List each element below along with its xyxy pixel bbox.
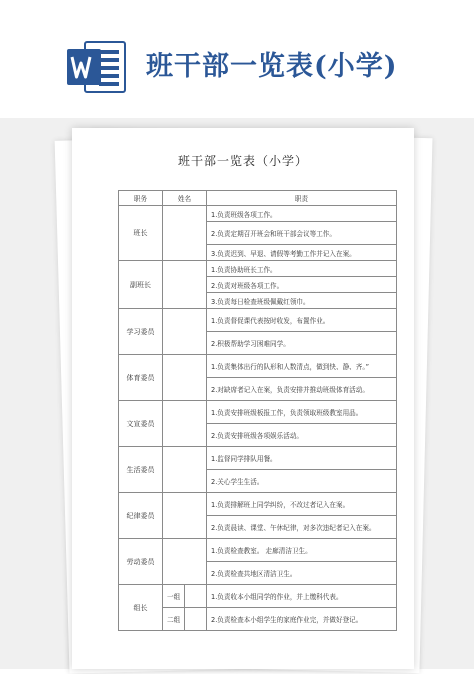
duty-cell: 1.负责安排班级板报工作，负责领取班级教室用品。 (207, 401, 397, 424)
name-cell (163, 261, 207, 309)
duty-cell: 1.负责集体出行的队形和人数清点，做到快、静、齐。” (207, 355, 397, 378)
group-label-cell: 二组 (163, 608, 185, 631)
column-header-name: 姓名 (163, 191, 207, 206)
table-header-row (119, 191, 397, 206)
table-row (119, 585, 397, 608)
name-cell (163, 539, 207, 585)
duty-cell: 2.关心学生生活。 (207, 470, 397, 493)
name-cell (163, 493, 207, 539)
document-title: 班干部一览表（小学） (177, 154, 308, 168)
duty-cell: 2.负责安排班级各项娱乐活动。 (207, 424, 397, 447)
duty-cell: 1.负责班级各项工作。 (207, 206, 397, 222)
table-row (119, 309, 397, 332)
role-cell: 副班长 (119, 261, 163, 309)
banner-header (0, 0, 474, 118)
name-cell (163, 355, 207, 401)
table-row (119, 206, 397, 222)
duty-cell: 2.负责检查本小组学生的家庭作业完，并做好登记。 (207, 608, 397, 631)
role-cell: 生活委员 (119, 447, 163, 493)
class-cadre-table (118, 190, 397, 631)
duty-cell: 3.负责迟到、早退、请假等考勤工作并记入在案。 (207, 245, 397, 261)
role-cell: 组长 (119, 585, 163, 631)
name-cell (163, 206, 207, 261)
role-cell: 劳动委员 (119, 539, 163, 585)
table-row (119, 401, 397, 424)
column-header-role: 职务 (119, 191, 163, 206)
role-cell: 学习委员 (119, 309, 163, 355)
role-cell: 班长 (119, 206, 163, 261)
duty-cell: 2.负责晨读、课堂、午休纪律，对多次违纪者记入在案。 (207, 516, 397, 539)
name-cell (185, 608, 207, 631)
duty-cell: 2.负责定期召开班会和班干部会议等工作。 (207, 222, 397, 245)
table-row (119, 493, 397, 516)
table-row (119, 355, 397, 378)
table-row (119, 261, 397, 277)
name-cell (163, 401, 207, 447)
duty-cell: 2.负责检查共地区清洁卫生。 (207, 562, 397, 585)
word-logo-icon (65, 36, 127, 98)
duty-cell: 1.负责督促课代表按时收发，布置作业。 (207, 309, 397, 332)
name-cell (163, 309, 207, 355)
table-row (119, 447, 397, 470)
duty-cell: 2.负责对班级各项工作。 (207, 277, 397, 293)
document-page (72, 128, 414, 669)
table-row (119, 539, 397, 562)
column-header-duties: 职责 (207, 191, 397, 206)
duty-cell: 1.监督同学排队用餐。 (207, 447, 397, 470)
name-cell (163, 447, 207, 493)
name-cell (185, 585, 207, 608)
duty-cell: 1.负责协助班长工作。 (207, 261, 397, 277)
duty-cell: 1.负责排解班上同学纠纷，不改过者记入在案。 (207, 493, 397, 516)
duty-cell: 2.积极帮助学习困难同学。 (207, 332, 397, 355)
duty-cell: 1.负责收本小组同学的作业，并上缴科代表。 (207, 585, 397, 608)
banner-title: 班干部一览表(小学) (146, 51, 398, 82)
duty-cell: 3.负责每日检查班级佩戴红领巾。 (207, 293, 397, 309)
role-cell: 体育委员 (119, 355, 163, 401)
group-label-cell: 一组 (163, 585, 185, 608)
duty-cell: 1.负责检查教室。 走廊清洁卫生。 (207, 539, 397, 562)
role-cell: 文宣委员 (119, 401, 163, 447)
duty-cell: 2.对缺席者记入在案，负责安排并推动班级体育活动。 (207, 378, 397, 401)
role-cell: 纪律委员 (119, 493, 163, 539)
